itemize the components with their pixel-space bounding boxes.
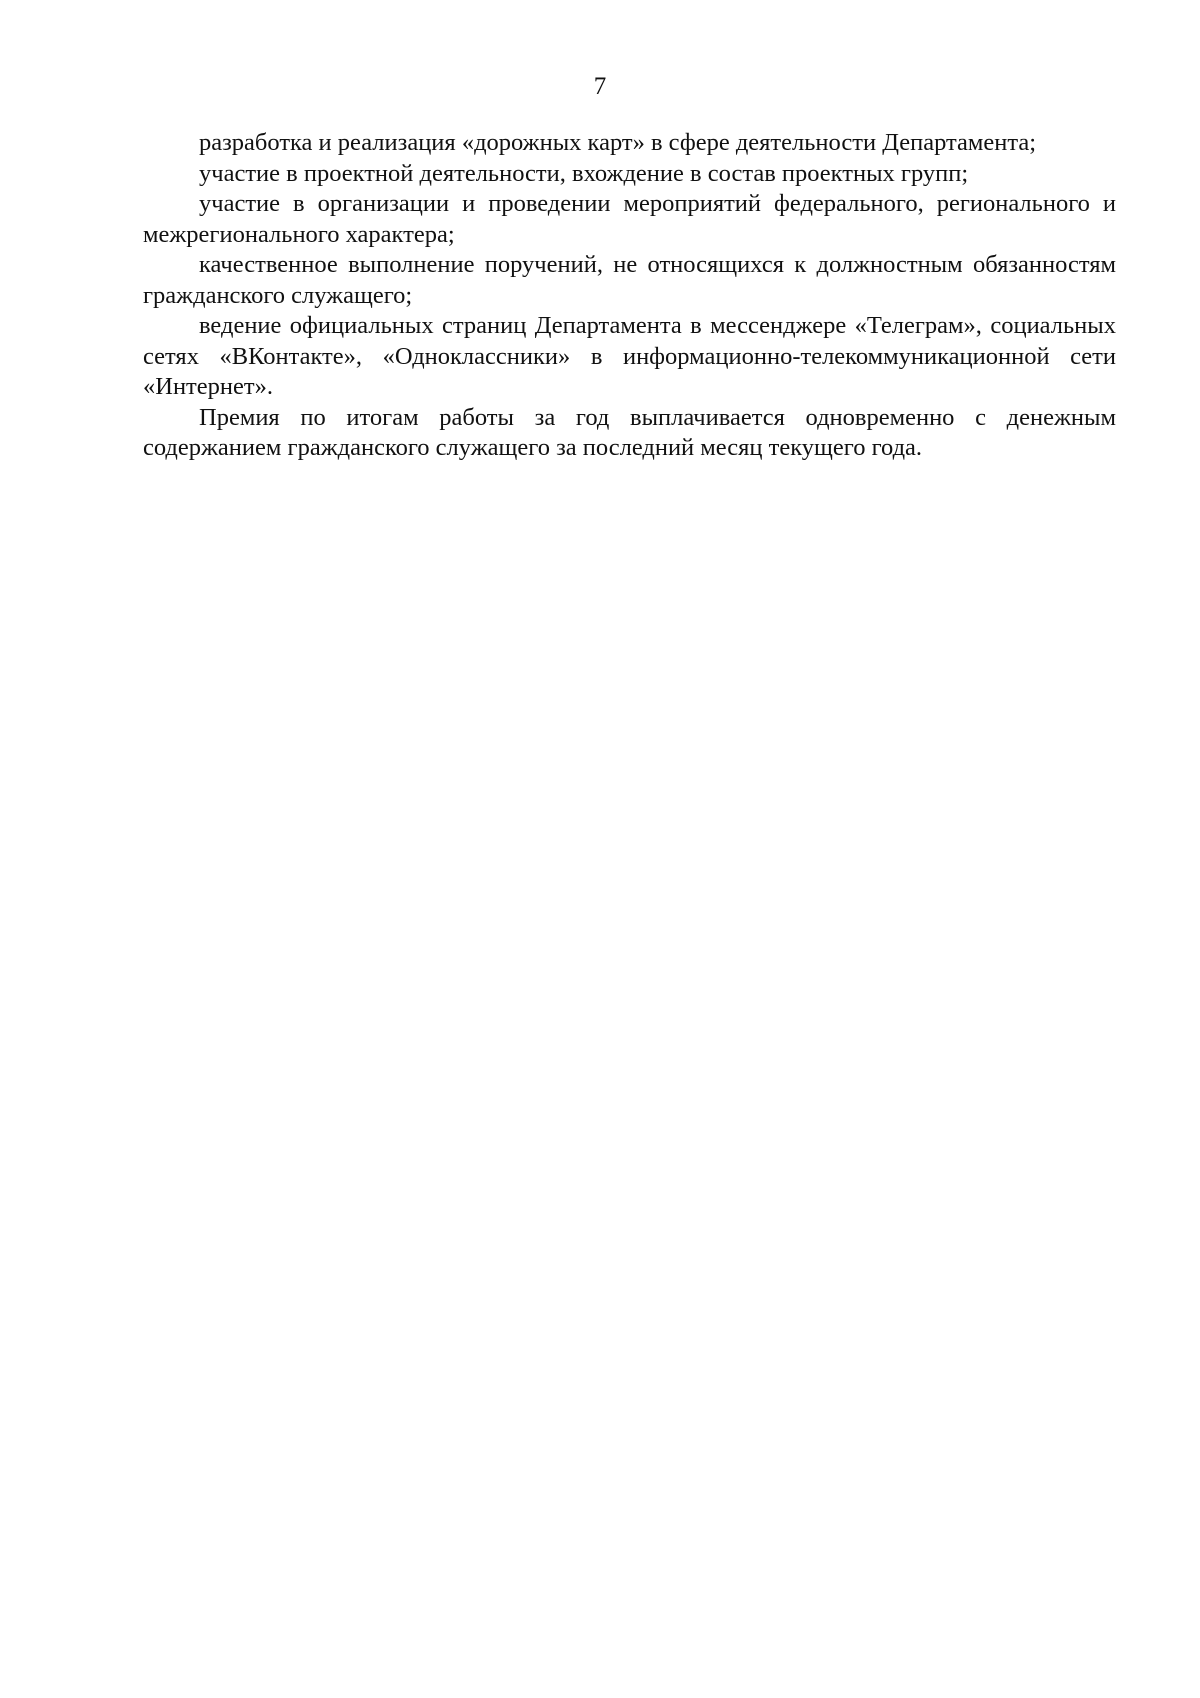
paragraph-annual-bonus: Премия по итогам работы за год выплачивается одновременно с денежным содержанием гражданского служащего за последний месяц текущего года. <box>143 403 1116 461</box>
page-number: 7 <box>593 73 607 100</box>
paragraph-assignments: качественное выполнение поручений, не относящихся к должностным обязанностям гражданского служащего; <box>143 251 1116 309</box>
document-body <box>143 128 1116 464</box>
paragraph-official-pages: ведение официальных страниц Департамента в мессенджере «Телеграм», социальных сетях «ВКонтакте», «Одноклассники» в информационно-телекоммуникационной сети «Интернет». <box>143 312 1116 400</box>
paragraph-events-participation: участие в организации и проведении мероприятий федерального, регионального и межрегионального характера; <box>143 190 1116 248</box>
paragraph-roadmaps: разработка и реализация «дорожных карт» в сфере деятельности Департамента; <box>199 129 1037 156</box>
paragraph-project-activity: участие в проектной деятельности, вхождение в состав проектных групп; <box>199 159 969 187</box>
